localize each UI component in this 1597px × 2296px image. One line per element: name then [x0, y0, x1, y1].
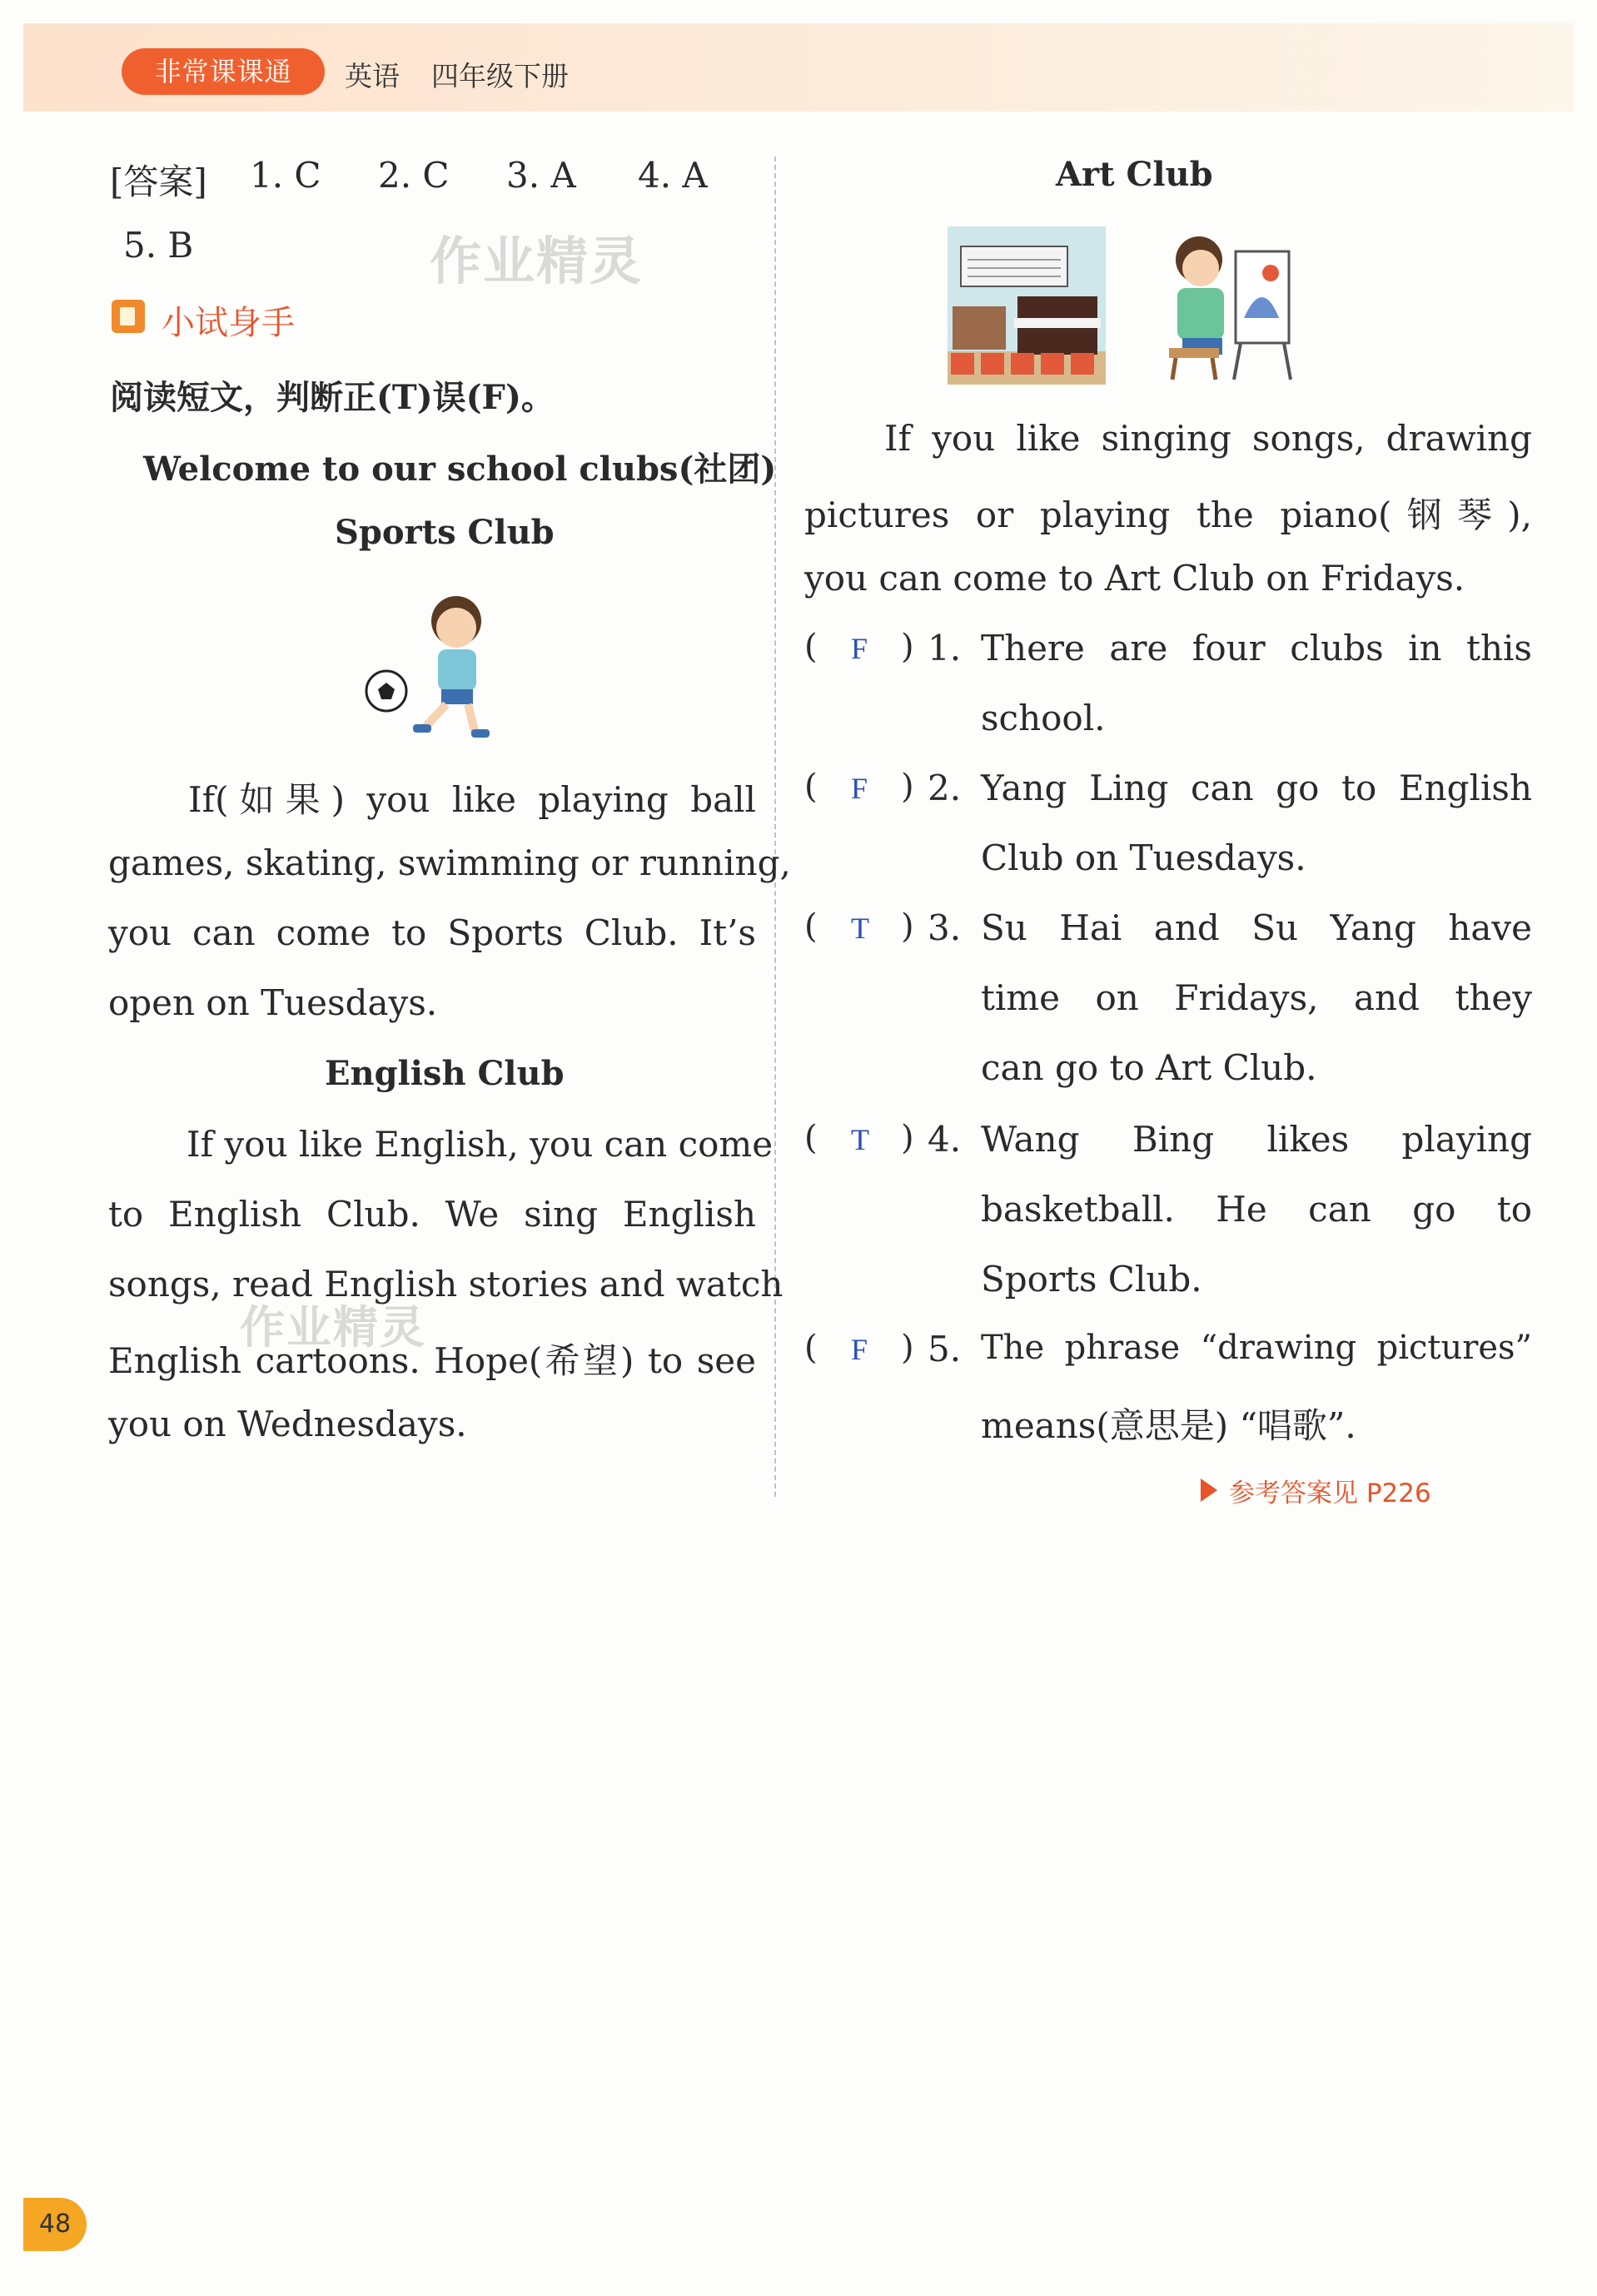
answer-mark: F: [851, 1333, 868, 1366]
page-number: 48: [23, 2198, 87, 2251]
english-line: If you like English, you can come: [187, 1124, 774, 1165]
question-number: 2.: [928, 768, 962, 808]
grade-label: 四年级下册: [431, 60, 569, 92]
question-line: Yang Ling can go to English: [981, 768, 1532, 808]
watermark: 作业精灵: [240, 1301, 426, 1354]
question-line: Wang Bing likes playing: [981, 1119, 1532, 1160]
question-line: Su Hai and Su Yang have: [981, 907, 1532, 948]
answer-item: 3. A: [506, 155, 576, 196]
english-line: songs, read English stories and watch: [108, 1264, 784, 1305]
question-number: 1.: [928, 628, 962, 668]
question-line: There are four clubs in this: [981, 628, 1532, 668]
music-room-illustration: [948, 226, 1106, 385]
question-number: 4.: [928, 1119, 962, 1160]
question-line: The phrase “drawing pictures”: [981, 1329, 1532, 1367]
answer-reference: 参考答案见 P226: [1229, 1478, 1431, 1508]
question-line: Sports Club.: [981, 1259, 1202, 1300]
answer-mark: T: [851, 912, 869, 945]
english-line: English cartoons. Hope(希望) to see: [108, 1340, 756, 1381]
watermark: 作业精灵: [430, 231, 644, 291]
passage-title: Welcome to our school clubs(社团): [143, 450, 777, 489]
arrow-right-icon: [1201, 1478, 1217, 1502]
answer-item: 2. C: [378, 155, 450, 196]
book-icon: [112, 300, 145, 333]
answer-item: 1. C: [250, 155, 321, 196]
sports-line: open on Tuesdays.: [108, 982, 438, 1023]
sports-line: you can come to Sports Club. It’s: [108, 912, 756, 953]
question-line: can go to Art Club.: [981, 1047, 1317, 1088]
answer-label: [答案]: [110, 162, 207, 202]
english-line: you on Wednesdays.: [108, 1404, 467, 1444]
art-line: you can come to Art Club on Fridays.: [804, 558, 1465, 599]
answer-item: 4. A: [638, 155, 708, 196]
sports-line: games, skating, swimming or running,: [108, 842, 791, 883]
question-line: means(意思是) “唱歌”.: [981, 1405, 1356, 1446]
question-line: time on Fridays, and they: [981, 977, 1532, 1018]
art-line: pictures or playing the piano(钢琴),: [804, 494, 1532, 535]
boy-painting-illustration: [1154, 226, 1304, 381]
answer-mark: T: [851, 1123, 869, 1156]
question-number: 3.: [928, 907, 962, 948]
boy-kicking-ball-illustration: [358, 588, 508, 739]
question-line: school.: [981, 698, 1106, 738]
sports-line: If(如果) you like playing ball: [188, 779, 756, 820]
question-number: 5.: [928, 1329, 962, 1369]
brand-badge: 非常课课通: [122, 48, 325, 95]
answer-mark: F: [851, 632, 868, 665]
section-title: 小试身手: [162, 304, 295, 342]
art-club-title: Art Club: [1056, 155, 1213, 194]
subject-label: 英语: [345, 60, 400, 92]
instruction: 阅读短文，判断正(T)误(F)。: [110, 378, 555, 417]
question-line: Club on Tuesdays.: [981, 837, 1306, 878]
answer-mark: F: [851, 772, 868, 805]
english-line: to English Club. We sing English: [108, 1194, 756, 1235]
question-line: basketball. He can go to: [981, 1189, 1532, 1230]
answer-item: 5. B: [123, 225, 194, 266]
english-club-title: English Club: [325, 1054, 565, 1093]
art-line: If you like singing songs, drawing: [884, 418, 1532, 459]
sports-club-title: Sports Club: [335, 513, 555, 552]
